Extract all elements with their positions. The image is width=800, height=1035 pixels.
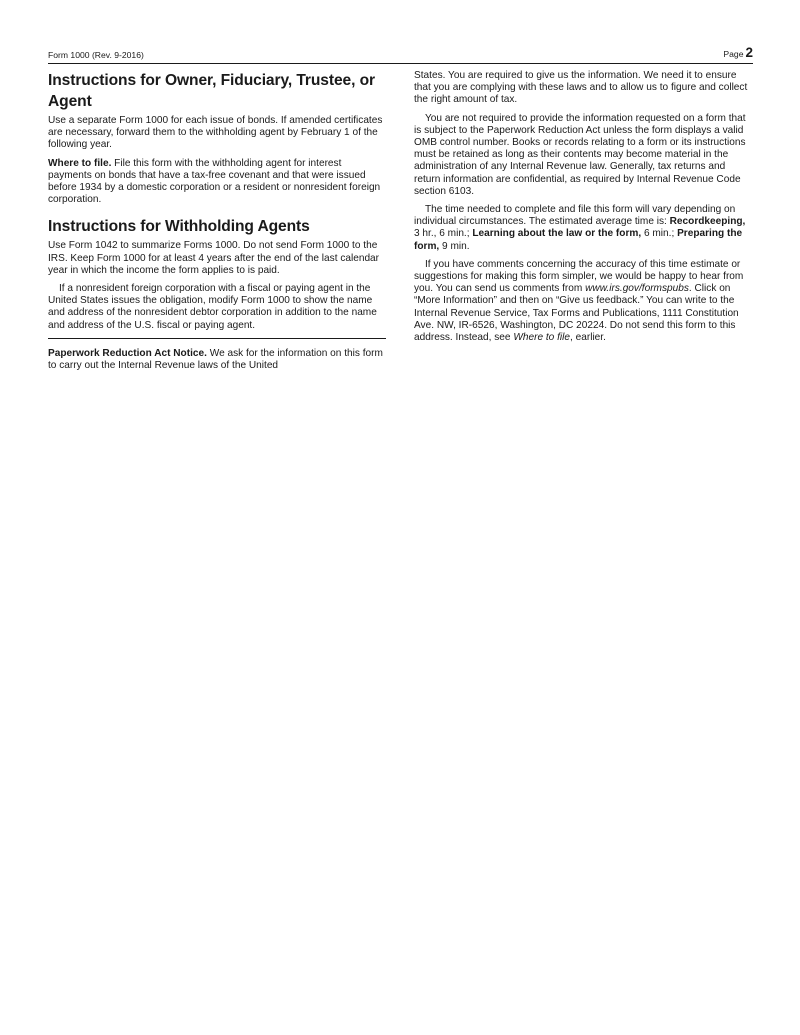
learning-value: 6 min.;	[641, 228, 678, 240]
paperwork-notice-label: Paperwork Reduction Act Notice.	[48, 347, 207, 359]
right-column	[414, 70, 753, 350]
time-intro: The time needed to complete and file this form will vary depending on individual circumstances. The estimated average time is:	[414, 204, 736, 228]
comments-part-3: , earlier.	[570, 332, 606, 344]
paperwork-notice-text: We ask for the information on this form to carry out the Internal Revenue laws of the United	[48, 347, 383, 372]
left-column	[48, 70, 386, 378]
page-indicator	[723, 45, 753, 60]
form-id: Form 1000 (Rev. 9-2016)	[48, 50, 144, 60]
paperwork-continued-paragraph: States. You are required to give us the information. We need it to ensure that you are complying with these laws and to allow us to figure and collect the right amount of tax.	[414, 70, 748, 106]
where-to-file-text: File this form with the withholding agent for interest payments on bonds that have a tax-free covenant and that were issued before 1934 by a domestic corporation or a resident or nonresident foreign corporation.	[48, 157, 381, 206]
paperwork-notice-paragraph	[48, 348, 386, 372]
omb-paragraph: You are not required to provide the information requested on a form that is subject to the Paperwork Reduction Act unless the form displays a valid OMB control number. Books or records relating to a form or its instructions must be retained as long as their contents may become material in the administration of any Internal Revenue law. Generally, tax returns and return information are confidential, as required by Internal Revenue Code section 6103.	[414, 112, 746, 197]
withholding-agents-paragraph-2: If a nonresident foreign corporation with a fiscal or paying agent in the United States issues the obligation, modify Form 1000 to show the name and address of the nonresident debtor corporation in addition to the name and address of the U.S. fiscal or paying agent.	[48, 283, 377, 331]
time-estimate-paragraph	[414, 204, 753, 253]
withholding-agents-paragraph-1: Use Form 1042 to summarize Forms 1000. Do not send Form 1000 to the IRS. Keep Form 1000 for at least 4 years after the end of the last calendar year in which the income the form applies to is paid.	[48, 240, 380, 276]
recordkeeping-label: Recordkeeping,	[669, 216, 746, 228]
where-to-file-reference: Where to file	[513, 332, 570, 344]
owner-instructions-paragraph: Use a separate Form 1000 for each issue of bonds. If amended certificates are necessary, forward them to the withholding agent by February 1 of the following year.	[48, 115, 383, 151]
running-header	[48, 45, 753, 64]
owner-instructions-heading: Instructions for Owner, Fiduciary, Trustee, or Agent	[48, 72, 375, 110]
withholding-agents-heading: Instructions for Withholding Agents	[48, 218, 310, 236]
comments-part-2: . Click on “More Information” and then on “Give us feedback.” You can write to the Internal Revenue Service, Tax Forms and Publications, 1111 Constitution Ave. NW, IR-6526, Washington, DC 20224. Do not send this form to this address. Instead, see	[414, 283, 739, 344]
where-to-file-paragraph	[48, 158, 386, 207]
where-to-file-label: Where to file.	[48, 157, 112, 169]
learning-label: Learning about the law or the form,	[472, 228, 642, 240]
preparing-label: Preparing the form,	[414, 228, 743, 252]
comments-part-1: If you have comments concerning the accuracy of this time estimate or suggestions for making this form simpler, we would be happy to hear from you. You can send us comments from	[414, 258, 744, 295]
irs-url: www.irs.gov/formspubs	[585, 283, 689, 295]
preparing-value: 9 min.	[439, 240, 470, 252]
comments-paragraph	[414, 259, 753, 344]
section-divider	[48, 338, 386, 339]
recordkeeping-value: 3 hr., 6 min.;	[414, 228, 473, 240]
page-number: 2	[745, 45, 753, 60]
page-label: Page	[723, 49, 744, 59]
